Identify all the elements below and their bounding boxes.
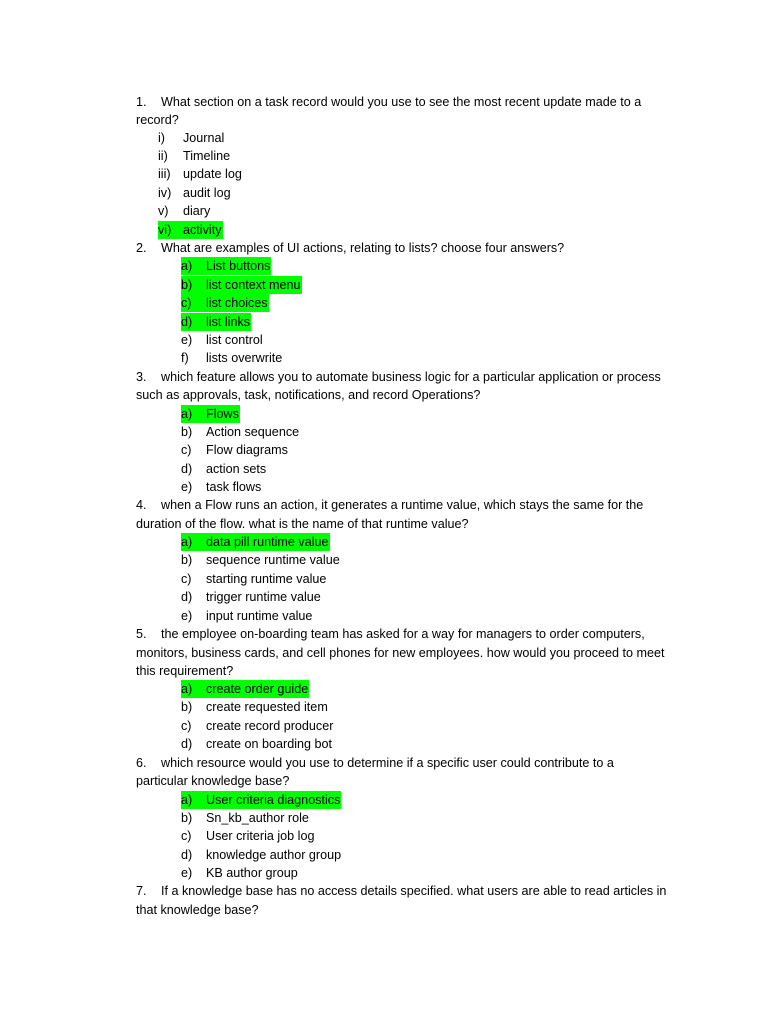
question-6-option-d: d) knowledge author group (181, 848, 342, 862)
question-4-line-1: 4. when a Flow runs an action, it generates a runtime value, which stays the same for the (136, 498, 644, 512)
question-4-option-b: b) sequence runtime value (181, 553, 340, 567)
question-1-line-2: record? (136, 113, 179, 127)
question-1-option-v: v) diary (158, 204, 211, 218)
question-3-option-c: c) Flow diagrams (181, 443, 288, 457)
question-2-option-e: e) list control (181, 333, 263, 347)
question-1-option-iii: iii) update log (158, 167, 242, 181)
question-2-option-a-highlighted: a) List buttons (181, 259, 271, 273)
question-3-option-b: b) Action sequence (181, 425, 300, 439)
question-5-line-3: this requirement? (136, 664, 234, 678)
question-5-option-d: d) create on boarding bot (181, 737, 333, 751)
question-1-option-ii: ii) Timeline (158, 149, 231, 163)
question-5-option-c: c) create record producer (181, 719, 334, 733)
question-1-line-1: 1. What section on a task record would you use to see the most recent update made to a (136, 95, 642, 109)
question-2-option-c-highlighted: c) list choices (181, 296, 268, 310)
question-5-option-a-highlighted: a) create order guide (181, 682, 309, 696)
question-4-option-d: d) trigger runtime value (181, 590, 321, 604)
question-1-option-iv: iv) audit log (158, 186, 231, 200)
question-3-option-e: e) task flows (181, 480, 262, 494)
question-3-option-a-highlighted: a) Flows (181, 407, 239, 421)
question-4-option-a-highlighted: a) data pill runtime value (181, 535, 329, 549)
question-5-line-1: 5. the employee on-boarding team has asked for a way for managers to order computers, (136, 627, 645, 641)
question-3-line-2: such as approvals, task, notifications, and record Operations? (136, 388, 481, 402)
question-2-option-b-highlighted: b) list context menu (181, 278, 301, 292)
question-4-option-c: c) starting runtime value (181, 572, 327, 586)
question-5-option-b: b) create requested item (181, 700, 328, 714)
question-6-option-e: e) KB author group (181, 866, 298, 880)
question-5-line-2: monitors, business cards, and cell phones for new employees. how would you proceed to meet (136, 646, 665, 660)
question-1-option-vi-highlighted: vi) activity (158, 223, 222, 237)
question-4-line-2: duration of the flow. what is the name of that runtime value? (136, 517, 469, 531)
question-2-option-f: f) lists overwrite (181, 351, 283, 365)
question-4-option-e: e) input runtime value (181, 609, 313, 623)
question-7-line-2: that knowledge base? (136, 903, 259, 917)
question-3-line-1: 3. which feature allows you to automate business logic for a particular application or process (136, 370, 661, 384)
question-3-option-d: d) action sets (181, 462, 267, 476)
question-6-option-a-highlighted: a) User criteria diagnostics (181, 793, 341, 807)
question-6-option-b: b) Sn_kb_author role (181, 811, 309, 825)
question-6-line-2: particular knowledge base? (136, 774, 290, 788)
question-2-option-d-highlighted: d) list links (181, 315, 251, 329)
question-1-option-i: i) Journal (158, 131, 225, 145)
question-2-line-1: 2. What are examples of UI actions, relating to lists? choose four answers? (136, 241, 565, 255)
question-6-option-c: c) User criteria job log (181, 829, 315, 843)
question-6-line-1: 6. which resource would you use to determine if a specific user could contribute to a (136, 756, 614, 770)
question-7-line-1: 7. If a knowledge base has no access details specified. what users are able to read articles in (136, 884, 667, 898)
